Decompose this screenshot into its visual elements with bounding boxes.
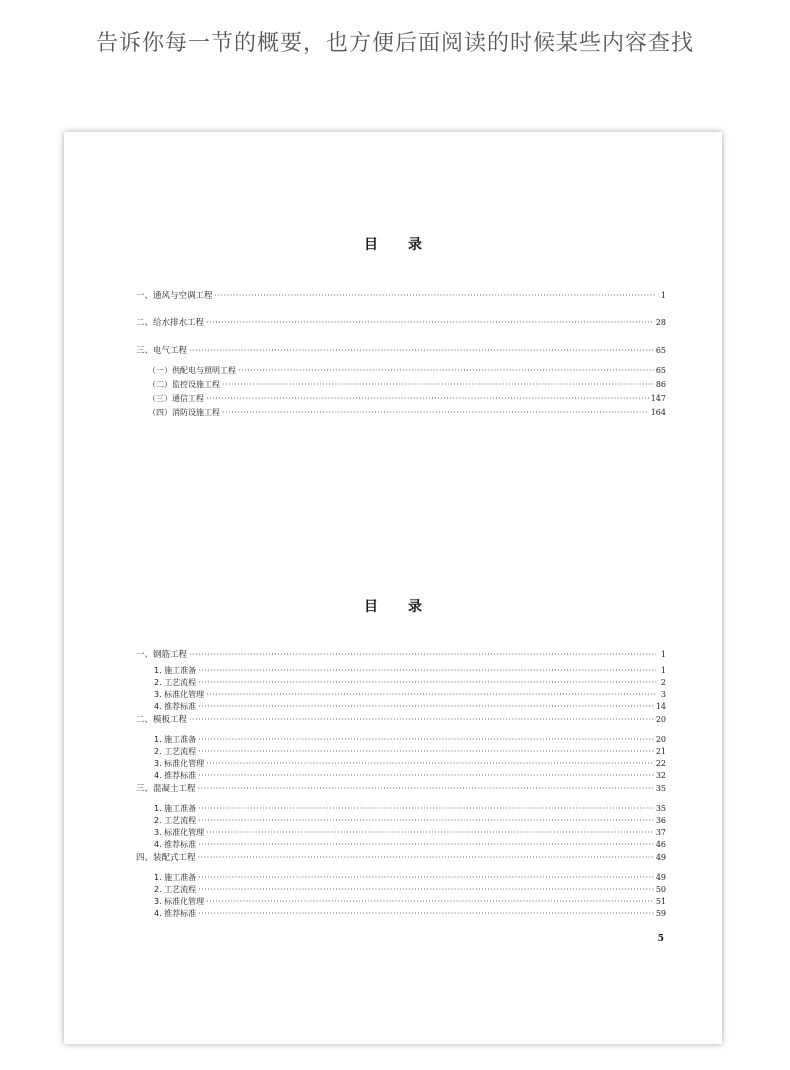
toc-entry-page: 86 (655, 380, 666, 389)
toc-title-2 (64, 596, 722, 616)
toc-entry-label: 2. 工艺流程 (154, 816, 197, 825)
toc-entry (136, 770, 666, 782)
toc-entry (136, 803, 666, 815)
toc-entry-label: （二）监控设施工程 (148, 380, 220, 389)
document-page (64, 132, 722, 1044)
toc-entry (136, 908, 666, 920)
toc-leader-dots (189, 345, 654, 357)
toc-leader-dots (198, 746, 654, 758)
toc-entry (136, 896, 666, 908)
toc-entry-page: 3 (660, 690, 666, 699)
toc-entry-label: （一）供配电与照明工程 (148, 366, 236, 375)
toc-leader-dots (198, 839, 654, 851)
toc-entry (136, 872, 666, 884)
toc-entry-label: 3. 标准化管理 (154, 828, 205, 837)
toc-entry-label: （四）消防设施工程 (148, 408, 220, 417)
toc-leader-dots (198, 677, 656, 689)
toc-leader-dots (198, 783, 654, 795)
toc-entry (136, 345, 666, 357)
toc-leader-dots (238, 365, 654, 377)
toc-leader-dots (206, 758, 654, 770)
toc-entry-page: 1 (660, 291, 666, 300)
toc-leader-dots (206, 896, 654, 908)
toc-entry-page: 1 (660, 650, 666, 659)
toc-entry-label: （三）通信工程 (148, 394, 204, 403)
toc-entry (136, 758, 666, 770)
toc-entry-page: 51 (655, 897, 666, 906)
toc-entry-page: 20 (655, 735, 666, 744)
toc-leader-dots (222, 407, 649, 419)
toc-entry (136, 827, 666, 839)
toc-entry (136, 379, 666, 391)
toc-entry-label: 2. 工艺流程 (154, 885, 197, 894)
toc-title-1-char-a: 目 (364, 237, 378, 253)
toc-leader-dots (198, 701, 654, 713)
toc-title-2-char-a: 目 (364, 599, 378, 615)
toc-entry-page: 147 (650, 394, 666, 403)
toc-entry-page: 28 (655, 318, 666, 327)
toc-leader-dots (222, 379, 654, 391)
toc-entry-label: 四、装配式工程 (136, 853, 196, 863)
toc-entry-label: 3. 标准化管理 (154, 690, 205, 699)
toc-entry-label: 4. 推荐标准 (154, 702, 197, 711)
toc-entry (136, 746, 666, 758)
toc-entry (136, 884, 666, 896)
toc-leader-dots (198, 908, 654, 920)
toc-entry-page: 21 (655, 747, 666, 756)
toc-entry-label: 一、钢筋工程 (136, 650, 188, 660)
toc-entry-page: 32 (655, 771, 666, 780)
toc-leader-dots (215, 290, 656, 302)
toc-entry-page: 2 (660, 678, 666, 687)
toc-entry-label: 一、通风与空调工程 (136, 291, 213, 301)
toc-entry-label: 2. 工艺流程 (154, 678, 197, 687)
toc-entry-label: 二、给水排水工程 (136, 318, 205, 328)
toc-entry-label: 三、电气工程 (136, 346, 188, 356)
toc-entry (136, 677, 666, 689)
toc-entry (136, 317, 666, 329)
toc-leader-dots (206, 393, 649, 405)
toc-leader-dots (198, 815, 654, 827)
toc-entry-page: 65 (655, 346, 666, 355)
toc-leader-dots (198, 872, 654, 884)
page-caption: 告诉你每一节的概要，也方便后面阅读的时候某些内容查找 (95, 31, 694, 56)
toc-entry-page: 20 (655, 715, 666, 724)
toc-entry-label: 2. 工艺流程 (154, 747, 197, 756)
toc-entry (136, 365, 666, 377)
toc-leader-dots (198, 770, 654, 782)
toc-leader-dots (206, 317, 654, 329)
toc-entry-page: 49 (655, 873, 666, 882)
toc-entry (136, 714, 666, 726)
toc-entry-label: 4. 推荐标准 (154, 909, 197, 918)
toc-entry (136, 393, 666, 405)
toc-entry-page: 36 (655, 816, 666, 825)
toc-title-2-char-b: 录 (408, 599, 422, 615)
toc-leader-dots (198, 665, 656, 677)
toc-leader-dots (198, 734, 654, 746)
toc-leader-dots (198, 852, 654, 864)
toc-leader-dots (189, 649, 656, 661)
toc-entry (136, 290, 666, 302)
toc-leader-dots (206, 689, 656, 701)
toc-entry (136, 689, 666, 701)
toc-entry (136, 734, 666, 746)
toc-title-1 (64, 234, 722, 254)
toc-entry-page: 37 (655, 828, 666, 837)
toc-entry-page: 59 (655, 909, 666, 918)
toc-entry-page: 35 (655, 784, 666, 793)
toc-entry-page: 49 (655, 853, 666, 862)
toc-entry (136, 649, 666, 661)
toc-entry-page: 35 (655, 804, 666, 813)
toc-entry (136, 815, 666, 827)
toc-entry-label: 4. 推荐标准 (154, 771, 197, 780)
toc-entry-page: 14 (655, 702, 666, 711)
toc-entry (136, 665, 666, 677)
toc-title-1-char-b: 录 (408, 237, 422, 253)
page-number: 5 (657, 934, 664, 944)
toc-entry-label: 4. 推荐标准 (154, 840, 197, 849)
toc-entry-page: 65 (655, 366, 666, 375)
toc-entry-page: 50 (655, 885, 666, 894)
toc-leader-dots (189, 714, 654, 726)
toc-entry-page: 1 (660, 666, 666, 675)
toc-entry-label: 1. 施工准备 (154, 666, 197, 675)
toc-entry-page: 164 (650, 408, 666, 417)
toc-entry-label: 3. 标准化管理 (154, 897, 205, 906)
toc-entry (136, 839, 666, 851)
toc-leader-dots (198, 884, 654, 896)
toc-entry-label: 3. 标准化管理 (154, 759, 205, 768)
toc-entry-page: 46 (655, 840, 666, 849)
toc-entry-label: 1. 施工准备 (154, 873, 197, 882)
toc-entry (136, 783, 666, 795)
toc-entry (136, 407, 666, 419)
toc-entry-label: 三、混凝土工程 (136, 784, 196, 794)
toc-entry (136, 852, 666, 864)
toc-leader-dots (206, 827, 654, 839)
toc-entry-label: 1. 施工准备 (154, 735, 197, 744)
toc-entry-label: 二、模板工程 (136, 715, 188, 725)
toc-entry-label: 1. 施工准备 (154, 804, 197, 813)
toc-leader-dots (198, 803, 654, 815)
toc-entry-page: 22 (655, 759, 666, 768)
toc-entry (136, 701, 666, 713)
